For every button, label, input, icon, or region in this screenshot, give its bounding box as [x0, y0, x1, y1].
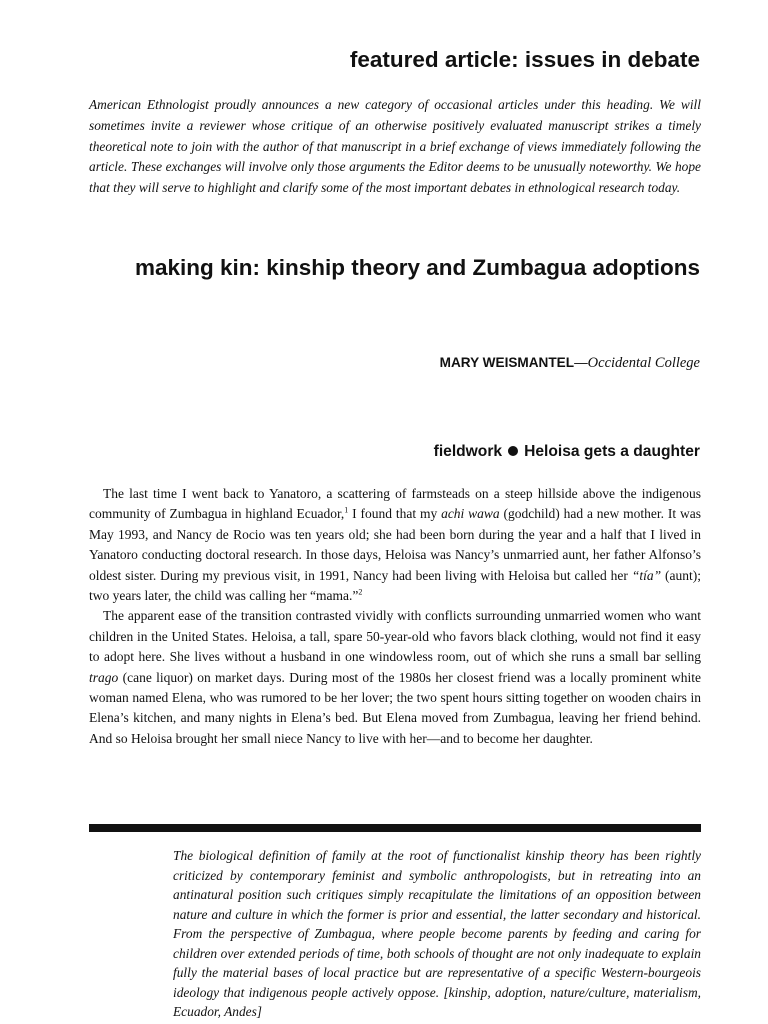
article-title: making kin: kinship theory and Zumbagua adoptions	[134, 255, 700, 280]
subsection-label: fieldwork	[433, 443, 503, 460]
term-tia: “tía”	[631, 567, 662, 583]
footnote-ref[interactable]: 2	[358, 587, 363, 597]
bullet-icon	[508, 446, 518, 456]
body-paragraph	[89, 606, 701, 749]
author-dash: —	[574, 355, 588, 370]
footnote-ref[interactable]: 1	[344, 505, 349, 515]
author-line	[300, 353, 700, 373]
section-heading: featured article: issues in debate	[349, 47, 700, 72]
intro-note: American Ethnologist proudly announces a new category of occasional articles under this heading. We will sometimes invite a reviewer whose critique of an otherwise positively evaluated manuscript strikes a timely theoretical note to join with the author of that manuscript in a brief exchange of views immediately following the article. These exchanges will involve only those arguments the Editor deems to be unusually noteworthy. We hope that they will serve to highlight and clarify some of the most important debates in ethnological research today.	[89, 97, 701, 196]
body-text-run: The apparent ease of the transition contrasted vividly with conflicts surrounding unmarried women who want children in the United States. Heloisa, a tall, spare 50-year-old who favors black clothing, would not find it easy to adopt here. She lives without a husband in one windowless room, out of which she runs a small bar selling	[89, 608, 701, 665]
body-text-run: (godchild) had a new mother. It was May 1993, and Nancy de Rocio was ten years old; she had been born during the year and a half that I lived in Yanatoro conducting doctoral research. In those days, Heloisa was Nancy’s unmarried aunt, her father Alfonso’s oldest sister. During my previous visit, in 1991, Nancy had been living with Heloisa but called her	[89, 506, 701, 583]
subsection-title: Heloisa gets a daughter	[524, 443, 700, 460]
term-achi-wawa: achi wawa	[441, 506, 500, 522]
subsection-heading	[300, 441, 700, 463]
article-body	[89, 484, 701, 749]
body-text-run: The last time I went back to Yanatoro, a scattering of farmsteads on a steep hillside above the indigenous community of Zumbagua in highland Ecuador,	[89, 486, 701, 522]
author-name: MARY WEISMANTEL	[439, 355, 575, 370]
body-text-run: I found that my	[348, 506, 442, 522]
body-text-run: (cane liquor) on market days. During most of the 1980s her closest friend was a locally prominent white woman named Elena, who was rumored to be her lover; the two spent hours sitting together on wooden chairs in Elena’s kitchen, and many nights in Elena’s bed. But Elena moved from Zumbagua, leaving her friend behind. And so Heloisa brought her small niece Nancy to live with her—and to become her daughter.	[89, 669, 701, 746]
body-text-run: (aunt); two years later, the child was calling her “mama.”	[89, 567, 701, 604]
term-trago: trago	[89, 669, 119, 685]
author-affiliation: Occidental College	[587, 355, 700, 371]
divider-rule	[89, 824, 701, 832]
abstract: The biological definition of family at the root of functionalist kinship theory has been rightly criticized by contemporary feminist and symbolic anthropologists, but in retreating into an antinatural position such critiques simply recapitulate the limitations of an opposition between nature and culture in which the former is prior and essential, the latter secondary and historical. From the perspective of Zumbagua, where people become parents by feeding and caring for children over extended periods of time, both schools of thought are not only inadequate to explain fully the material bases of local practice but are representative of a specific Western-bourgeois ideology that indigenous people actively oppose. [kinship, adoption, nature/culture, materialism, Ecuador, Andes]	[173, 848, 701, 1019]
body-paragraph	[89, 484, 701, 606]
